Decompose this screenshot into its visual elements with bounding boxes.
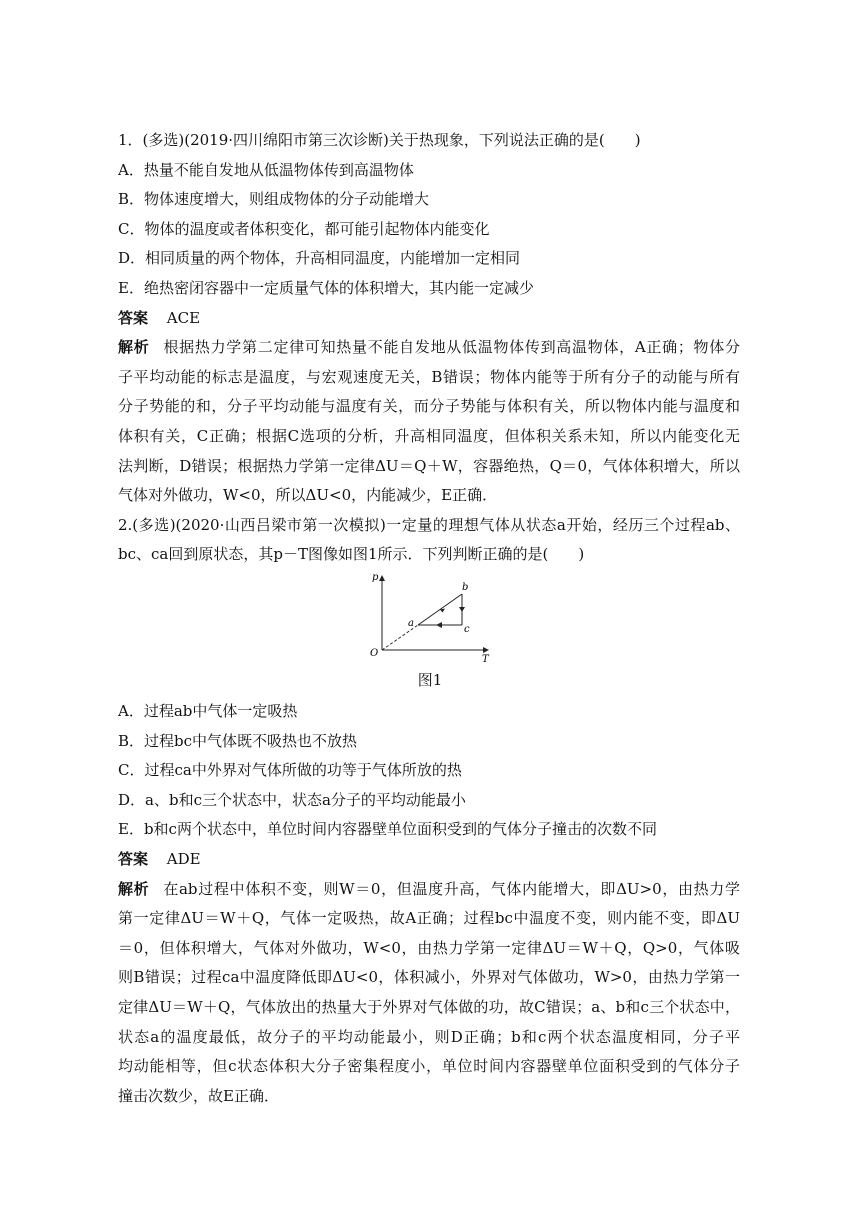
label-a: a [408, 618, 414, 629]
q1-option-c: C．物体的温度或者体积变化，都可能引起物体内能变化 [118, 219, 490, 238]
q1-answer-label: 答案 [118, 308, 149, 327]
figure-caption: 图1 [417, 671, 443, 689]
label-c: c [464, 624, 470, 635]
q2-analysis-line-4: 则B错误；过程ca中温度降低即ΔU<0，体积减小，外界对气体做功，W>0，由热力学第一 [118, 968, 740, 987]
q2-option-b: B．过程bc中气体既不吸热也不放热 [118, 731, 358, 750]
q1-analysis-line-1 [118, 333, 740, 363]
pt-diagram [360, 570, 500, 666]
q2-analysis-line-8: 撞击次数少，故E正确． [118, 1086, 279, 1105]
q1-analysis-line-2: 子平均动能的标志是温度，与宏观速度无关，B错误；物体内能等于所有分子的动能与所有 [118, 367, 740, 386]
q2-answer-value: ADE [166, 849, 201, 868]
q1-option-d: D．相同质量的两个物体，升高相同温度，内能增加一定相同 [118, 249, 521, 268]
q2-analysis-label: 解析 [118, 879, 150, 898]
q1-analysis-line-4: 体积有关，C正确；根据C选项的分析，升高相同温度，但体积关系未知，所以内能变化无 [118, 426, 740, 445]
q1-analysis-text-1: 根据热力学第二定律可知热量不能自发地从低温物体传到高温物体，A正确；物体分 [163, 338, 740, 357]
q1-option-e: E．绝热密闭容器中一定质量气体的体积增大，其内能一定减少 [118, 278, 534, 297]
label-t: T [482, 654, 489, 665]
q1-answer [118, 304, 740, 334]
q2-analysis-text-1: 在ab过程中体积不变，则W＝0，但温度升高，气体内能增大，即ΔU>0，由热力学 [163, 879, 740, 898]
q1-stem: 1．(多选)(2019·四川绵阳市第三次诊断)关于热现象，下列说法正确的是( ) [118, 131, 641, 149]
q2-option-e: E．b和c两个状态中，单位时间内容器壁单位面积受到的气体分子撞击的次数不同 [118, 820, 657, 839]
q2-stem-line-1: 2.(多选)(2020·山西吕梁市第一次模拟)一定量的理想气体从状态a开始，经历三个过程ab、 [118, 515, 740, 534]
label-origin: O [370, 648, 379, 659]
q1-analysis-label: 解析 [118, 338, 150, 357]
q2-analysis-line-5: 定律ΔU＝W＋Q，气体放出的热量大于外界对气体做的功，故C错误；a、b和c三个状态中， [118, 997, 740, 1016]
q1-option-a: A．热量不能自发地从低温物体传到高温物体 [118, 160, 414, 179]
label-b: b [462, 582, 469, 593]
label-p: p [372, 572, 379, 583]
arrow-ca [436, 622, 442, 628]
arrow-bc [459, 607, 465, 612]
q2-answer-label: 答案 [118, 849, 149, 868]
q2-stem-line-2: bc、ca回到原状态，其p－T图像如图1所示．下列判断正确的是( ) [118, 545, 585, 564]
q1-answer-value: ACE [166, 308, 201, 327]
q2-option-d: D．a、b和c三个状态中，状态a分子的平均动能最小 [118, 790, 466, 809]
q2-analysis-line-3: ＝0，但体积增大，气体对外做功，W<0，由热力学第一定律ΔU＝W＋Q，Q>0，气体吸 [118, 938, 740, 957]
q1-option-b: B．物体速度增大，则组成物体的分子动能增大 [118, 190, 430, 209]
q2-option-c: C．过程ca中外界对气体所做的功等于气体所放的热 [118, 761, 462, 780]
q2-analysis-line-2: 第一定律ΔU＝W＋Q，气体一定吸热，故A正确；过程bc中温度不变，则内能不变，即ΔU [118, 909, 740, 928]
question-2 [118, 697, 740, 1111]
q2-answer [118, 845, 740, 875]
question-1 [118, 126, 740, 570]
q1-analysis-line-6: 气体对外做功，W<0，所以ΔU<0，内能减少，E正确． [118, 486, 498, 505]
q1-analysis-line-3: 分子势能的和，分子平均动能与温度有关，而分子势能与体积有关，所以物体内能与温度和 [118, 397, 740, 416]
q2-analysis-line-7: 均动能相等，但c状态体积大分子密集程度小，单位时间内容器壁单位面积受到的气体分子 [118, 1057, 740, 1076]
q2-analysis-line-6: 状态a的温度最低，故分子的平均动能最小，则D正确；b和c两个状态温度相同，分子平 [118, 1027, 740, 1046]
q2-option-a: A．过程ab中气体一定吸热 [118, 702, 298, 720]
q2-analysis-line-1 [118, 875, 740, 905]
q1-analysis-line-5: 法判断，D错误；根据热力学第一定律ΔU＝Q＋W，容器绝热，Q＝0，气体体积增大，所以 [118, 456, 740, 475]
